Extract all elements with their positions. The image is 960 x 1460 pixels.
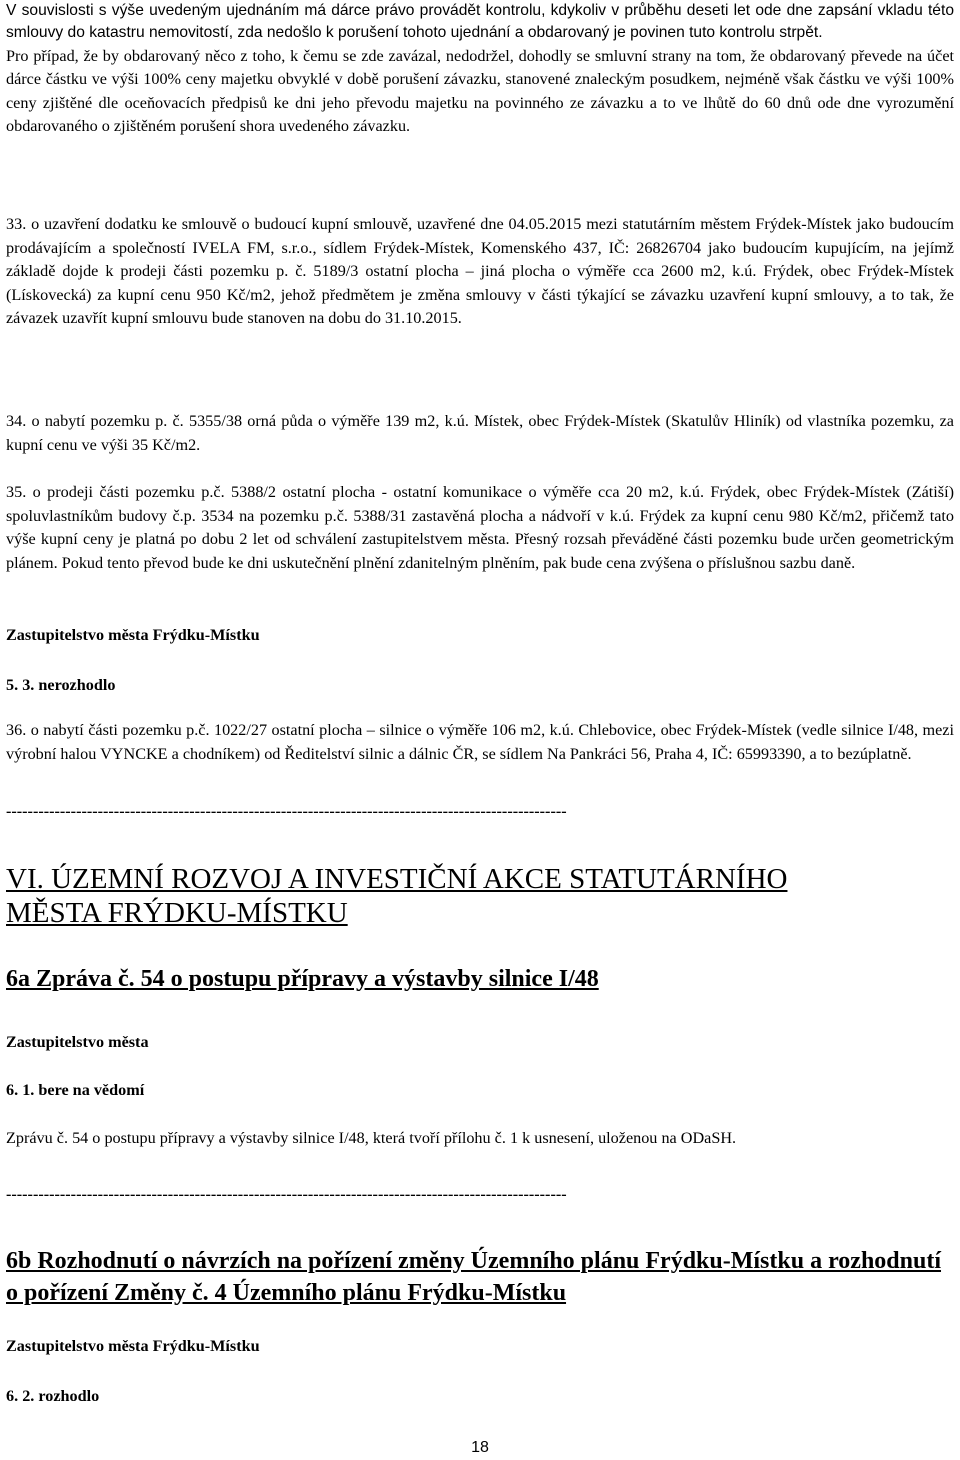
separator-line-2: -------------------------------------------------------------------------------------------------------- [6,1185,567,1203]
section-6-title: VI. ÚZEMNÍ ROZVOJ A INVESTIČNÍ AKCE STATUTÁRNÍHO MĚSTA FRÝDKU-MÍSTKU [6,863,788,929]
page-number: 18 [471,1439,489,1456]
intro-section [6,0,954,139]
item-34 [6,410,954,457]
item-34-text: 34. o nabytí pozemku p. č. 5355/38 orná půda o výměře 139 m2, k.ú. Místek, obec Frýdek-Místek (Skatulův Hliník) od vlastníka pozemku, za kupní cenu ve výši 35 Kč/m2. [6,412,954,454]
separator-line-1: -------------------------------------------------------------------------------------------------------- [6,802,567,820]
council-heading-6b: Zastupitelstvo města Frýdku-Místku [6,1337,260,1355]
item-36 [6,719,954,766]
section-6-heading [6,862,886,930]
item-35 [6,481,954,575]
resolution-6-1: 6. 1. bere na vědomí [6,1081,145,1099]
subsection-6b-heading [6,1245,954,1309]
resolution-5-3: 5. 3. nerozhodlo [6,676,116,694]
intro-paragraph-control: V souvislosti s výše uvedeným ujednáním má dárce právo provádět kontrolu, kdykoliv v průběhu deseti let ode dne zapsání vkladu této smlouvy do katastru nemovitostí, zda nedošlo k porušení tohoto ujednání a obdarovaný je povinen tuto kontrolu strpět. [6,2,954,42]
council-heading-1: Zastupitelstvo města Frýdku-Místku [6,626,260,644]
intro-paragraph-penalty: Pro případ, že by obdarovaný něco z toho, k čemu se zde zavázal, nedodržel, dohodly se smluvní strany na tom, že obdarovaný převede na účet dárce částku ve výši 100% ceny majetku obvyklé v době porušení závazku, stanovené znaleckým posudkem, nejméně však částku ve výši 100% ceny zjištěné dle oceňovacích předpisů ke dni jeho převodu majetku na povinného ze závazku a to ve lhůtě do 60 dnů ode dne vyrozumění obdarovaného o zjištěném porušení shora uvedeného závazku. [6,46,954,136]
resolution-6-2: 6. 2. rozhodlo [6,1387,100,1405]
item-33 [6,213,954,331]
subsection-6a-text: Zprávu č. 54 o postupu přípravy a výstavby silnice I/48, která tvoří přílohu č. 1 k usnesení, uloženou na ODaSH. [6,1129,737,1147]
subsection-6a-title: 6a Zpráva č. 54 o postupu přípravy a výstavby silnice I/48 [6,966,599,992]
subsection-6a-heading [6,963,954,995]
item-33-text: 33. o uzavření dodatku ke smlouvě o budoucí kupní smlouvě, uzavřené dne 04.05.2015 mezi statutárním městem Frýdek-Místek jako budoucím prodávajícím a společností IVELA FM, s.r.o., sídlem Frýdek-Místek, Komenského 437, IČ: 26826704 jako budoucím kupujícím, na jejímž základě dojde k prodeji části pozemku p. č. 5189/3 ostatní plocha – jiná plocha o výměře cca 2600 m2, k.ú. Frýdek, obec Frýdek-Místek (Lískovecká) za kupní cenu 950 Kč/m2, jehož předmětem je změna smlouvy v části týkající se závazku uzavření kupní smlouvy, a to tak, že závazek uzavřít kupní smlouvu bude stanoven na dobu do 31.10.2015. [6,215,954,327]
subsection-6b-title: 6b Rozhodnutí o návrzích na pořízení změny Územního plánu Frýdku-Místku a rozhodnutí o pořízení Změny č. 4 Územního plánu Frýdku-Místku [6,1248,942,1306]
item-36-text: 36. o nabytí části pozemku p.č. 1022/27 ostatní plocha – silnice o výměře 106 m2, k.ú. Chlebovice, obec Frýdek-Místek (vedle silnice I/48, mezi výrobní halou VYNCKE a chodníkem) od Ředitelství silnic a dálnic ČR, se sídlem Na Pankráci 56, Praha 4, IČ: 65993390, a to bezúplatně. [6,721,954,763]
council-heading-6a: Zastupitelstvo města [6,1033,149,1051]
item-35-text: 35. o prodeji části pozemku p.č. 5388/2 ostatní plocha - ostatní komunikace o výměře cca 20 m2, k.ú. Frýdek, obec Frýdek-Místek (Zátiší) spoluvlastníkům budovy č.p. 3534 na pozemku p.č. 5388/31 zastavěná plocha a nádvoří v k.ú. Frýdek za kupní cenu 980 Kč/m2, přičemž tato výše kupní ceny je platná po dobu 2 let od schválení zastupitelstvem města. Přesný rozsah převáděné části pozemku bude určen geometrickým plánem. Pokud tento převod bude ke dni uskutečnění plnění zdanitelným plněním, pak bude cena zvýšena o příslušnou sazbu daně. [6,483,954,572]
